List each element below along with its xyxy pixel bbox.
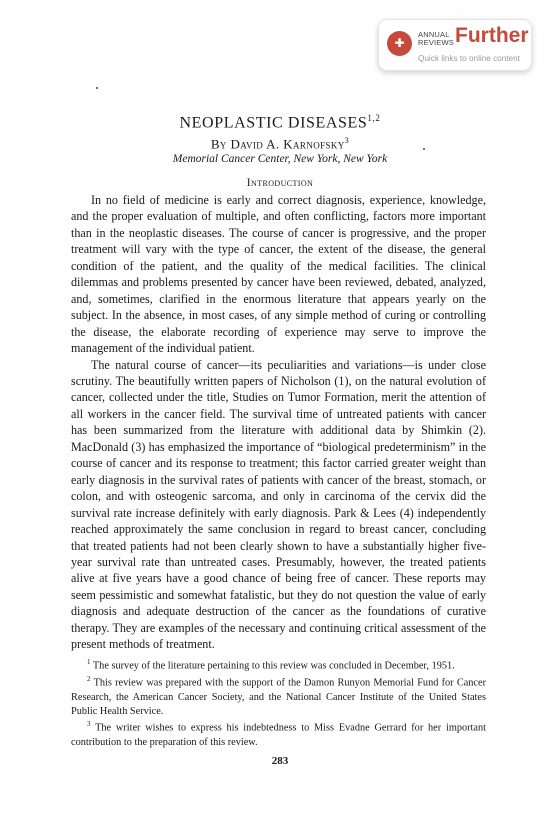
- footnote: $^1$ The survey of the literature pertaining to this review was concluded in December, 1951.: [87, 658, 455, 672]
- footnotes: [71, 656, 486, 750]
- author-line: By David A. Karnofsky$^3$: [210, 136, 350, 152]
- body-text: [71, 192, 486, 653]
- annual-reviews-logo-text: ANNUAL REVIEWS: [418, 30, 454, 47]
- affiliation: Memorial Cancer Center, New York, New York: [172, 153, 388, 165]
- further-label: Further: [455, 24, 529, 47]
- footnote: $^3$ The writer wishes to express his indebtedness to Miss Evadne Gerrard for her important contribution to the preparation of this review.: [71, 720, 486, 748]
- page-number: 283: [271, 755, 289, 767]
- paragraph: In no field of medicine is early and correct diagnosis, experience, knowledge, and the proper evaluation of multiple, and often conflicting, factors more important than in the neoplastic diseases. The course of cancer is progressive, and the proper treatment will vary with the type of cancer, the extent of the disease, the general condition of the patient, and the quality of the medical facilities. The clinical dilemmas and problems presented by cancer have been reviewed, debated, analyzed, and, sometimes, clarified in the enormous literature that appears yearly on the subject. In the absence, in most cases, of any simple method of curing or controlling the disease, the elaborate recording of experience may serve to improve the management of the individual patient.: [71, 193, 486, 356]
- section-heading: Introduction: [246, 177, 314, 189]
- scan-speck: [423, 148, 425, 150]
- article-title: NEOPLASTIC DISEASES$^{1,2}$: [179, 113, 381, 132]
- paragraph: The natural course of cancer—its peculiarities and variations—is under close scrutiny. The beautifully written papers of Nicholson (1), on the natural evolution of cancer, collected under the title, Studies on Tumor Formation, merit the attention of all workers in the cancer field. The survival time of untreated patients with cancer has been summarized from the literature with additional data by Shimkin (2). MacDonald (3) has emphasized the importance of “biological predeterminism” in the course of cancer and its response to treatment; this factor carried greater weight than early diagnosis in the survival rates of patients with cancer of the breast, stomach, or colon, and with osteogenic sarcoma, and only in carcinoma of the cervix did the survival rate increase definitely with early diagnosis. Park & Lees (4) independently reached approximately the same conclusion in regard to breast cancer, concluding that treated patients had not been clearly shown to have a substantially higher five-year survival rate than untreated cases. Presumably, however, the treated patients alive at five years have a good chance of being free of cancer. These reports may seem pessimistic and somewhat fatalistic, but they do not question the value of early diagnosis and adequate destruction of the cancer as the foundations of curative therapy. They are examples of the necessary and continuing critical assessment of the present methods of treatment.: [71, 357, 486, 652]
- quick-links-text: Quick links to online content: [418, 54, 520, 63]
- footnote: $^2$ This review was prepared with the support of the Damon Runyon Memorial Fund for Cancer Research, the American Cancer Society, and the National Cancer Institute of the United States Public Health Service.: [71, 675, 487, 717]
- scan-speck: [96, 87, 98, 89]
- plus-circle-icon: ✚: [387, 31, 412, 56]
- annual-reviews-further-badge[interactable]: [378, 19, 532, 71]
